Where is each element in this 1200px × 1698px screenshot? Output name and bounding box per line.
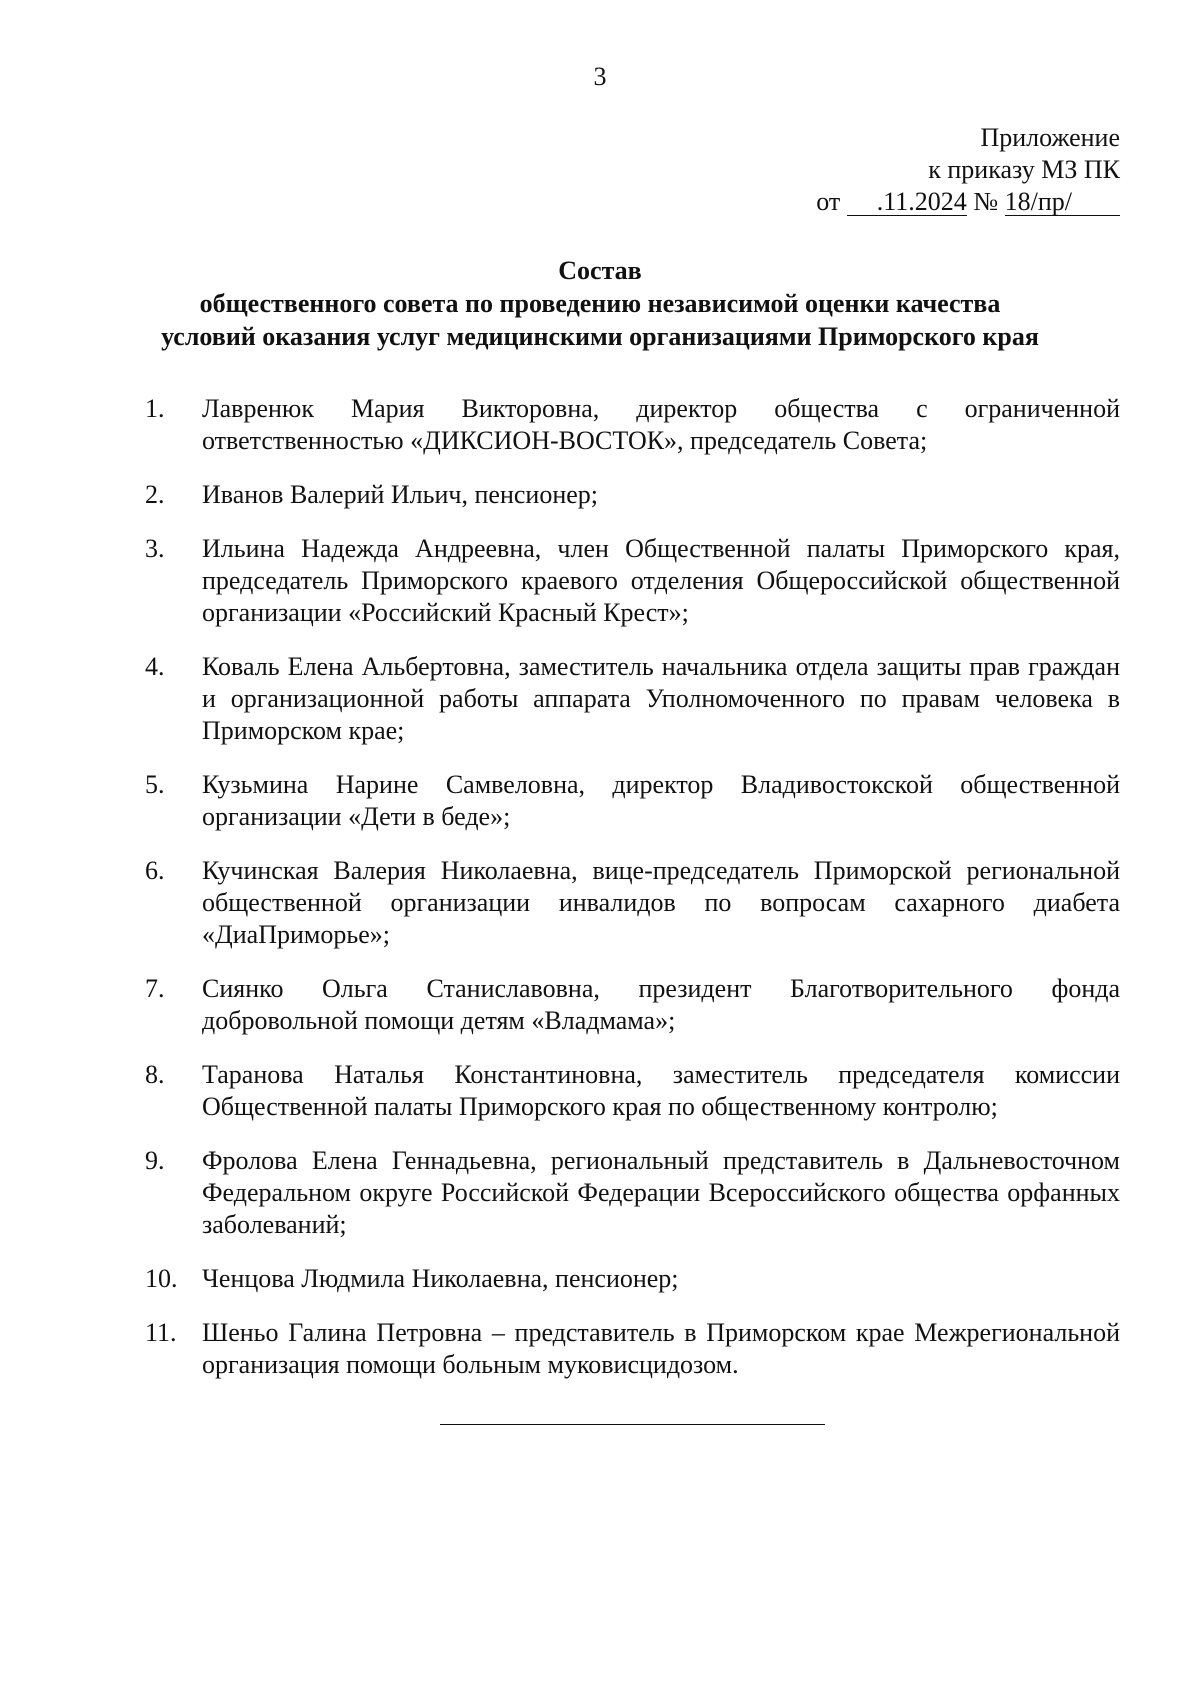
list-item [145, 1145, 1120, 1241]
heading-title: Состав [558, 256, 642, 285]
date-blank [847, 189, 877, 216]
item-number: 8. [145, 1060, 165, 1089]
list-item [145, 651, 1120, 747]
list-item [145, 1317, 1120, 1381]
heading-line-3: условий оказания услуг медицинскими организациями Приморского края [161, 322, 1039, 351]
members-list [145, 393, 1120, 1403]
item-number: 10. [145, 1264, 178, 1293]
item-text: Лавренюк Мария Викторовна, директор общества с ограниченной ответственностью «ДИКСИОН-ВОСТОК», председатель Совета; [202, 394, 1120, 455]
item-number: 11. [145, 1318, 177, 1347]
list-item [145, 533, 1120, 629]
item-number: 5. [145, 770, 165, 799]
item-text: Шеньо Галина Петровна – представитель в Приморском крае Межрегиональной организация помощи больным муковисцидозом. [202, 1318, 1120, 1379]
item-text: Ченцова Людмила Николаевна, пенсионер; [202, 1264, 679, 1293]
page-number: 3 [593, 62, 607, 91]
list-item [145, 479, 1120, 511]
item-number: 9. [145, 1146, 165, 1175]
item-text: Сиянко Ольга Станиславовна, президент Благотворительного фонда добровольной помощи детям «Владмама»; [202, 974, 1120, 1035]
item-number: 2. [145, 480, 165, 509]
order-date: .11.2024 [876, 187, 967, 216]
item-text: Фролова Елена Геннадьевна, региональный представитель в Дальневосточном Федеральном округе Российской Федерации Всероссийского общества орфанных заболеваний; [202, 1146, 1120, 1239]
annex-order-ref: к приказу МЗ ПК [928, 155, 1120, 184]
list-item [145, 769, 1120, 833]
closing-rule [440, 1424, 825, 1425]
list-item [145, 855, 1120, 951]
item-text: Коваль Елена Альбертовна, заместитель начальника отдела защиты прав граждан и организационной работы аппарата Уполномоченного по правам человека в Приморском крае; [202, 652, 1120, 745]
list-item [145, 393, 1120, 457]
date-prefix: от [816, 187, 841, 216]
heading-line-2: общественного совета по проведению независимой оценки качества [199, 289, 1001, 318]
order-number: 18/пр/ [1004, 187, 1072, 216]
item-text: Кучинская Валерия Николаевна, вице-председатель Приморской региональной общественной организации инвалидов по вопросам сахарного диабета «ДиаПриморье»; [202, 856, 1120, 949]
annex-date-line [816, 186, 1120, 218]
document-heading [0, 254, 1200, 353]
annex-block [816, 122, 1120, 218]
item-number: 4. [145, 652, 165, 681]
list-item [145, 1059, 1120, 1123]
item-number: 3. [145, 534, 165, 563]
item-text: Кузьмина Нарине Самвеловна, директор Владивостокской общественной организации «Дети в беде»; [202, 770, 1120, 831]
list-item [145, 1263, 1120, 1295]
annex-title: Приложение [980, 123, 1120, 152]
item-number: 6. [145, 856, 165, 885]
item-text: Ильина Надежда Андреевна, член Общественной палаты Приморского края, председатель Приморского краевого отделения Общероссийской общественной организации «Российский Красный Крест»; [202, 534, 1120, 627]
number-sign: № [973, 187, 999, 216]
item-text: Таранова Наталья Константиновна, заместитель председателя комиссии Общественной палаты Приморского края по общественному контролю; [202, 1060, 1120, 1121]
item-number: 7. [145, 974, 165, 1003]
item-text: Иванов Валерий Ильич, пенсионер; [202, 480, 598, 509]
list-item [145, 973, 1120, 1037]
item-number: 1. [145, 394, 165, 423]
number-blank [1072, 189, 1120, 216]
